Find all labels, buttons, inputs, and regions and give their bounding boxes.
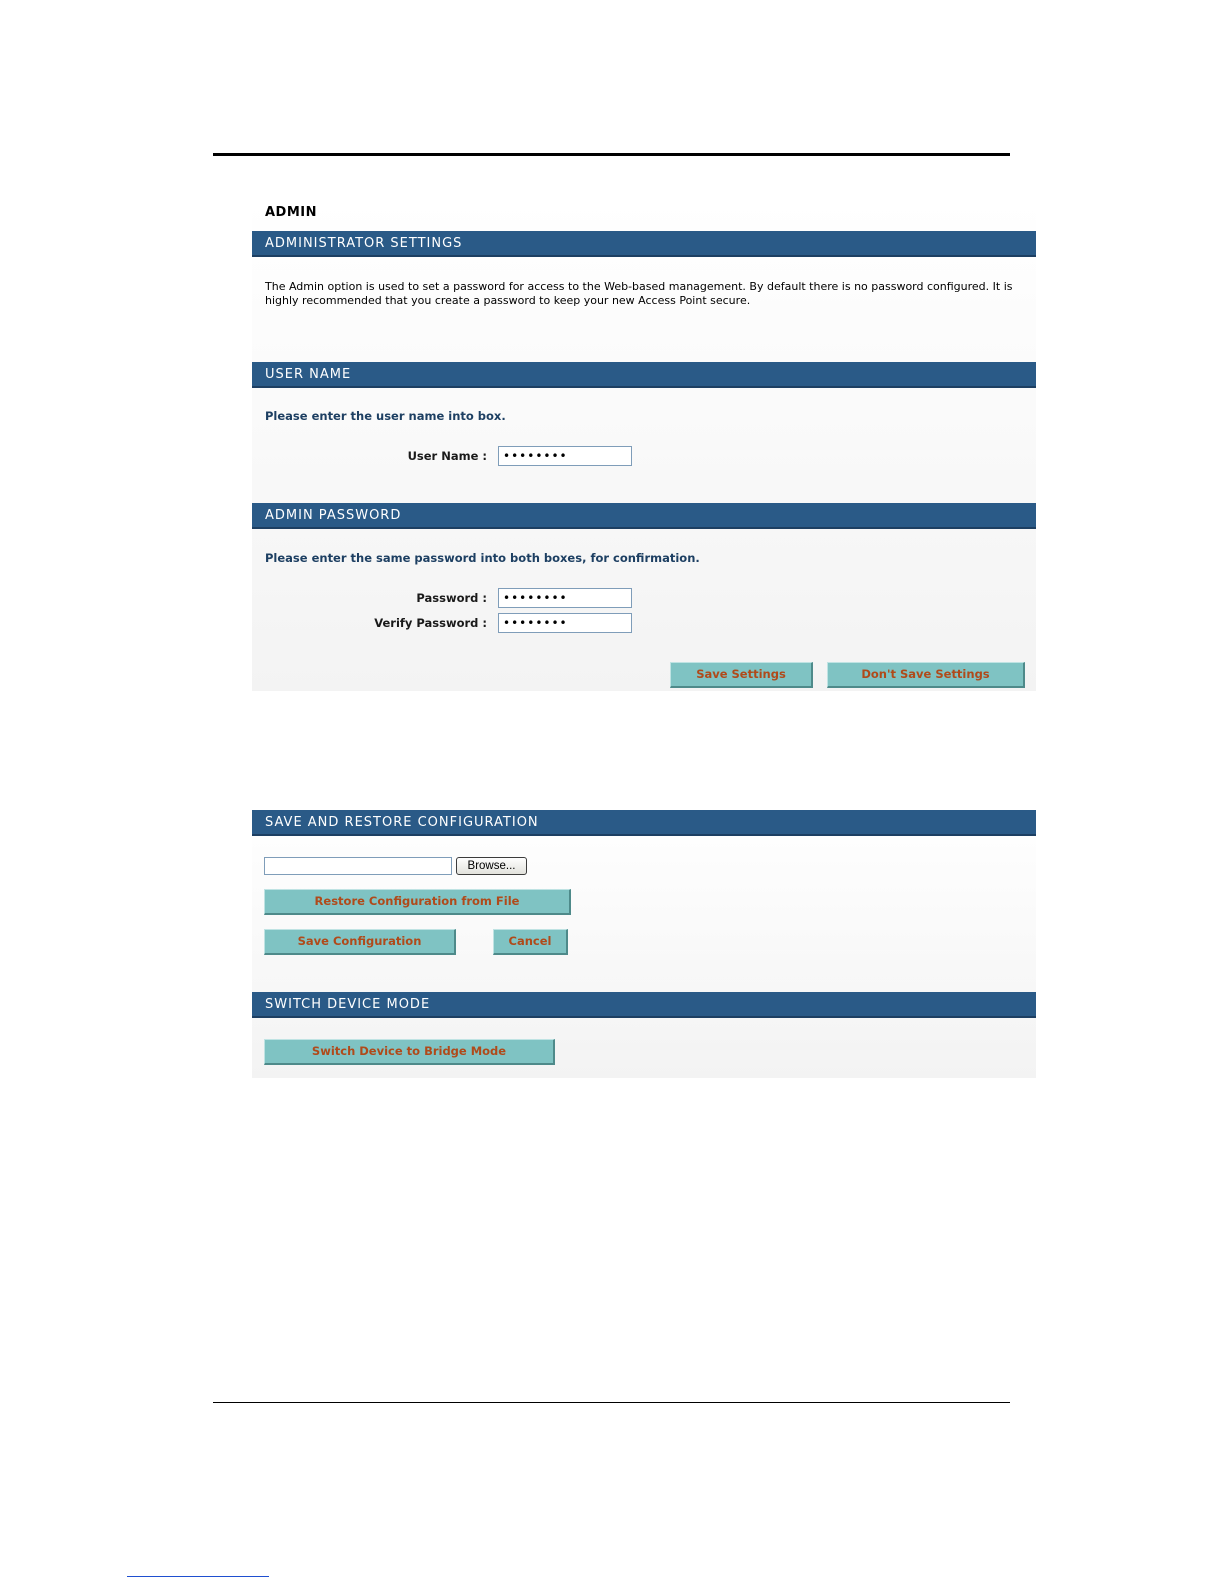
dont-save-settings-button[interactable]: Don't Save Settings [827,662,1025,688]
save-restore-header: SAVE AND RESTORE CONFIGURATION [252,810,1036,836]
user-name-instruction: Please enter the user name into box. [265,409,506,423]
password-label: Password : [416,591,487,605]
user-name-label: User Name : [407,449,487,463]
browse-button[interactable]: Browse... [456,857,527,875]
switch-device-mode-header: SWITCH DEVICE MODE [252,992,1036,1018]
admin-password-header: ADMIN PASSWORD [252,503,1036,529]
administrator-settings-header: ADMINISTRATOR SETTINGS [252,231,1036,257]
verify-password-input[interactable]: •••••••• [498,613,632,633]
footer-link-underline [127,1576,269,1577]
password-instruction: Please enter the same password into both boxes, for confirmation. [265,551,700,565]
top-rule [213,153,1010,156]
save-configuration-button[interactable]: Save Configuration [264,929,456,955]
config-file-input[interactable] [264,857,452,875]
restore-configuration-button[interactable]: Restore Configuration from File [264,889,571,915]
switch-bridge-mode-button[interactable]: Switch Device to Bridge Mode [264,1039,555,1065]
user-name-input[interactable]: •••••••• [498,446,632,466]
verify-password-label: Verify Password : [374,616,487,630]
administrator-settings-description: The Admin option is used to set a password for access to the Web-based management. By default there is no password configured. It is highly recommended that you create a password to keep your new Access Point secure. [265,280,1013,307]
user-name-header: USER NAME [252,362,1036,388]
save-settings-button[interactable]: Save Settings [670,662,813,688]
bottom-rule [213,1402,1010,1403]
password-input[interactable]: •••••••• [498,588,632,608]
cancel-button[interactable]: Cancel [493,929,568,955]
page-title: ADMIN [265,205,318,220]
